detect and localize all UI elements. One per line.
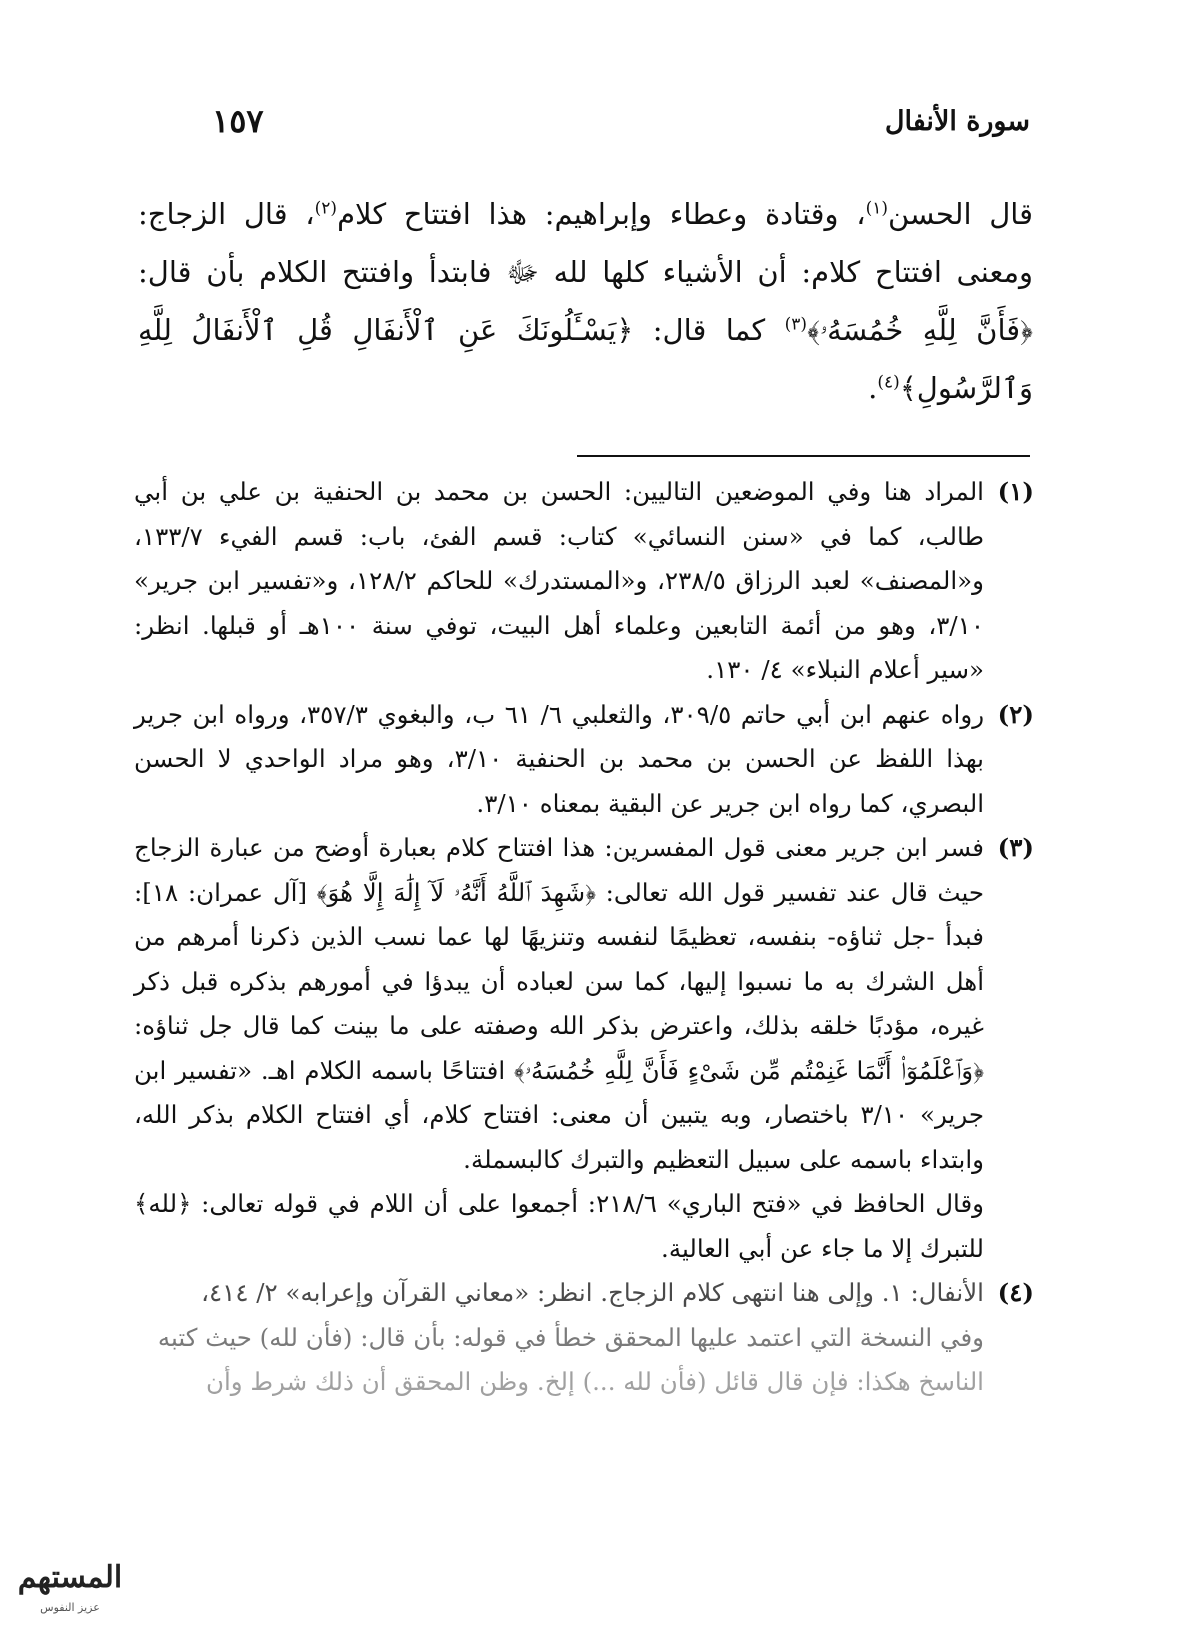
footnote-ref: (٤) — [877, 372, 900, 393]
footnote-text-continued: وقال الحافظ في «فتح الباري» ٢١٨/٦: أجمعوا على أن اللام في قوله تعالى: ﴿لله﴾ للتبرك إلا ما جاء عن أبي العالية. — [134, 1189, 985, 1263]
footnote-4 — [134, 1271, 1034, 1405]
page-header — [150, 102, 1030, 152]
main-text-part: . — [868, 371, 878, 405]
footnote-text: المراد هنا وفي الموضعين التاليين: الحسن بن محمد بن الحنفية بن علي بن أبي طالب، كما في «سنن النسائي» كتاب: قسم الفئ، باب: قسم الفيء ١٣٣/٧، و«المصنف» لعبد الرزاق ٢٣٨/٥، و«المستدرك» للحاكم ١٢٨/٢، و«تفسير ابن جرير» ٣/١٠، وهو من أئمة التابعين وعلماء أهل البيت، توفي سنة ١٠٠هـ أو قبلها. انظر: «سير أعلام النبلاء» ٤/ ١٣٠. — [134, 477, 985, 684]
footnote-text: فسر ابن جرير معنى قول المفسرين: هذا افتتاح كلام بعبارة أوضح من عبارة الزجاج حيث قال عند تفسير قول الله تعالى: ﴿شَهِدَ ٱللَّهُ أَنَّهُۥ لَآ إِلَٰهَ إِلَّا هُوَ﴾ [آل عمران: ١٨]: فبدأ -جل ثناؤه- بنفسه، تعظيمًا لنفسه وتنزيهًا لها عما نسب الذين ذكرنا أمرهم من أهل الشرك به ما نسبوا إليها، كما سن لعباده أن يبدؤا في أمورهم بذكره قبل ذكر غيره، مؤدبًا خلقه بذلك، واعترض بذكر الله وصفته على ما بينت كما قال جل ثناؤه: ﴿وَٱعْلَمُوٓا۟ أَنَّمَا غَنِمْتُم مِّن شَىْءٍ فَأَنَّ لِلَّهِ خُمُسَهُۥ﴾ افتتاحًا باسمه الكلام اهـ. «تفسير ابن جرير» ٣/١٠ باختصار، وبه يتبين أن معنى: افتتاح كلام، أي افتتاح الكلام بذكر الله، وابتداء باسمه على سبيل التعظيم والتبرك كالبسملة. — [134, 833, 985, 1174]
footnote-line: وفي النسخة التي اعتمد عليها المحقق خطأ في قوله: بأن قال: (فأن لله) حيث كتبه — [157, 1322, 984, 1352]
main-text-part: كما قال: ﴿يَسْـَٔلُونَكَ عَنِ ٱلْأَنفَالِ قُلِ ٱلْأَنفَالُ لِلَّهِ وَٱلرَّسُولِ﴾ — [138, 313, 1033, 405]
footnote-number: (٣) — [997, 833, 1034, 862]
footnote-separator — [577, 455, 1030, 457]
surah-title: سورة الأنفال — [884, 106, 1030, 137]
main-text — [138, 185, 1033, 417]
footnote-3 — [134, 826, 1034, 1271]
footnote-2 — [134, 693, 1034, 827]
footnote-1 — [134, 470, 1034, 693]
footnote-line: الناسخ هكذا: فإن قال قائل (فأن لله ...) إلخ. وظن المحقق أن ذلك شرط وأن — [205, 1367, 984, 1396]
footnote-ref: (٣) — [784, 314, 808, 335]
footnote-ref: (٢) — [314, 198, 338, 219]
logo-subtext: عزيز النفوس — [40, 1601, 100, 1614]
footnote-text: رواه عنهم ابن أبي حاتم ٣٠٩/٥، والثعلبي ٦/ ٦١ ب، والبغوي ٣٥٧/٣، ورواه ابن جرير بهذا اللفظ عن الحسن بن محمد بن الحنفية ٣/١٠، وهو مراد الواحدي لا الحسن البصري، كما رواه ابن جرير عن البقية بمعناه ٣/١٠. — [134, 699, 985, 818]
footnotes — [134, 470, 1034, 1405]
logo-text: المستهم — [17, 1560, 123, 1595]
main-text-part: قال الحسن — [887, 197, 1033, 231]
footnote-ref: (١) — [865, 198, 888, 219]
main-paragraph — [138, 185, 1033, 417]
footnote-number: (٤) — [997, 1278, 1034, 1307]
footnote-number: (١) — [997, 477, 1034, 506]
page-number: ١٥٧ — [212, 102, 264, 140]
footnote-number: (٢) — [997, 699, 1034, 729]
footnote-line: الأنفال: ١. وإلى هنا انتهى كلام الزجاج. انظر: «معاني القرآن وإعرابه» ٢/ ٤١٤، — [201, 1278, 984, 1307]
main-text-part: ، قال الزجاج: ومعنى افتتاح كلام: أن الأشياء كلها لله ﷻ فابتدأ وافتتح الكلام بأن قال: ﴿فَأَنَّ لِلَّهِ خُمُسَهُۥ﴾ — [138, 197, 1033, 347]
watermark-logo — [10, 1545, 130, 1625]
main-text-part: ، وقتادة وعطاء وإبراهيم: هذا افتتاح كلام — [337, 197, 866, 231]
